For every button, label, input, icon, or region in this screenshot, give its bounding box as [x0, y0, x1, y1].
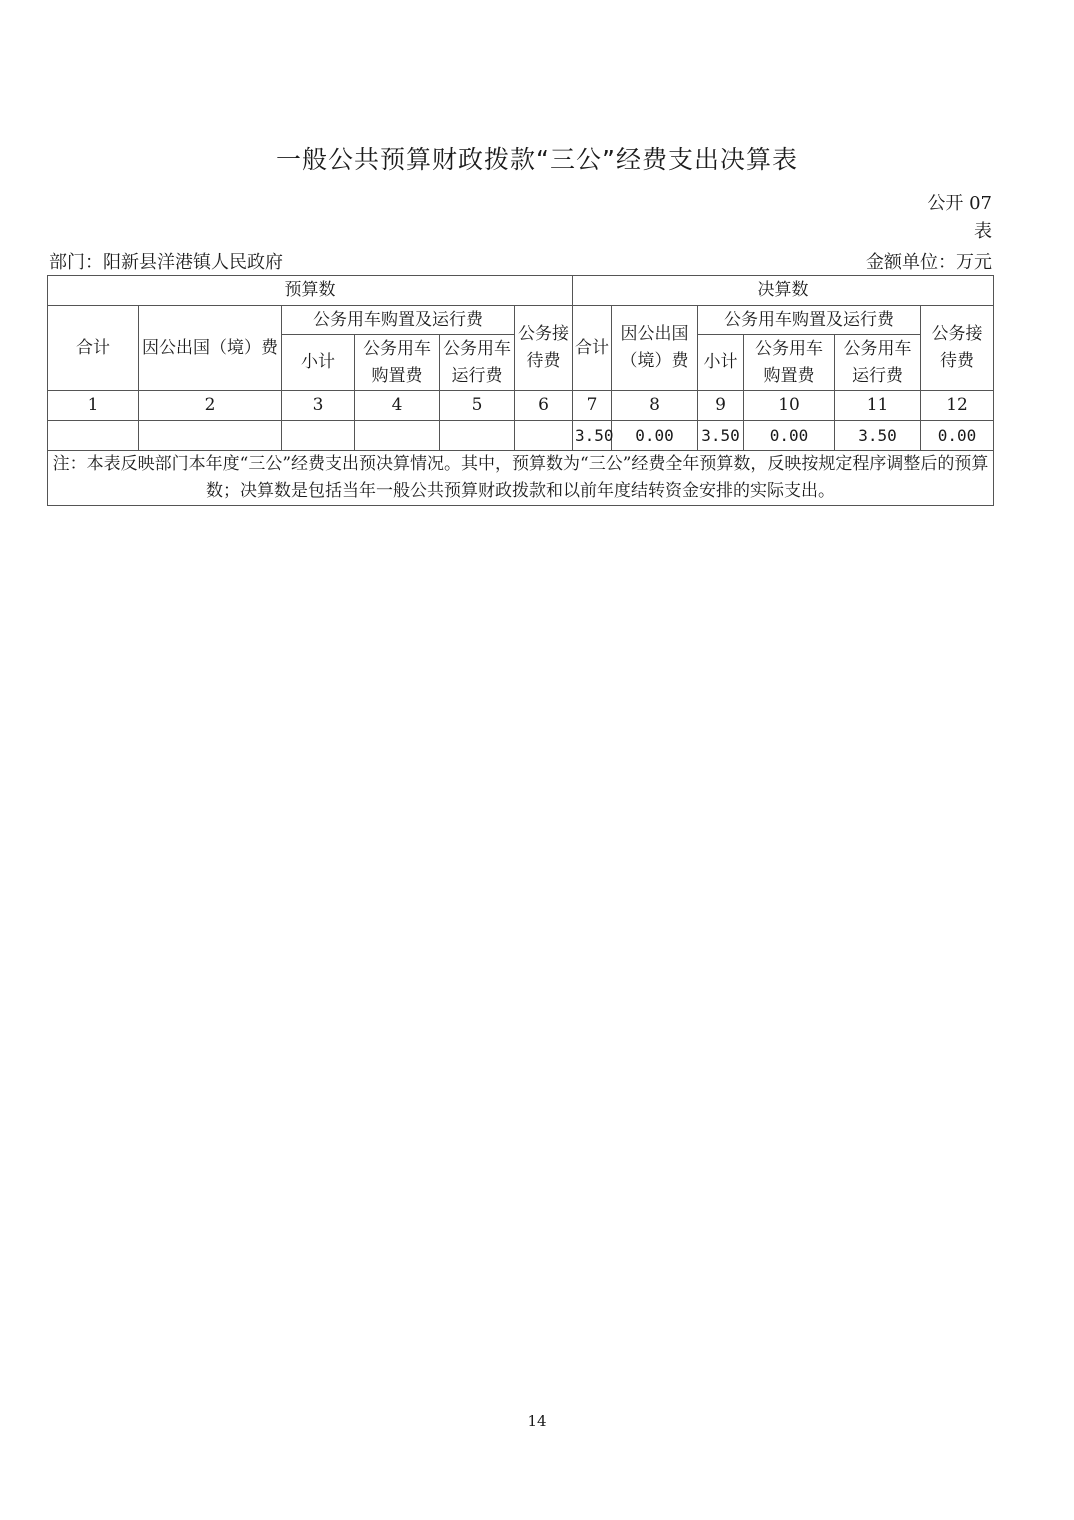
budget-vehicle-purchase-line-2: 购置费 [371, 365, 423, 386]
column-number-row [48, 391, 994, 421]
column-number: 2 [139, 391, 282, 421]
final-vehicle-running-line-1: 公务用车 [843, 338, 912, 359]
budget-vehicle-purchase-value [355, 421, 440, 451]
final-vehicle-running-line-2: 运行费 [852, 365, 904, 386]
final-abroad-line-2: （境）费 [620, 351, 689, 371]
final-group-header: 决算数 [573, 276, 994, 306]
final-reception-header [921, 306, 994, 391]
column-number: 1 [48, 391, 139, 421]
final-abroad-line-1: 因公出国 [620, 324, 689, 344]
final-reception-line-1: 公务接 [931, 324, 983, 344]
column-number: 11 [835, 391, 921, 421]
budget-vehicle-purchase-line-1: 公务用车 [363, 338, 431, 359]
final-subtotal-header: 小计 [698, 335, 744, 391]
form-number [927, 190, 992, 246]
budget-total-value [48, 421, 139, 451]
column-number: 9 [698, 391, 744, 421]
final-abroad-header [612, 306, 698, 391]
budget-vehicle-running-header [440, 335, 515, 391]
page-number: 14 [527, 1412, 547, 1430]
final-vehicle-running-header [835, 335, 921, 391]
budget-subtotal-value [282, 421, 355, 451]
department-label: 部门：阳新县洋港镇人民政府 [49, 252, 283, 273]
column-number: 3 [282, 391, 355, 421]
final-reception-value: 0.00 [921, 421, 994, 451]
final-vehicle-purchase-header [744, 335, 835, 391]
table-note: 注：本表反映部门本年度“三公”经费支出预决算情况。其中，预算数为“三公”经费全年预算数，反映按规定程序调整后的预算数；决算数是包括当年一般公共预算财政拨款和以前年度结转资金安排的实际支出。 [48, 451, 994, 506]
page-title: 一般公共预算财政拨款“三公”经费支出决算表 [276, 145, 798, 174]
final-subtotal-value: 3.50 [698, 421, 744, 451]
budget-reception-line-1: 公务接 [518, 324, 570, 344]
data-row [48, 421, 994, 451]
column-number: 6 [515, 391, 573, 421]
column-number: 4 [355, 391, 440, 421]
budget-subtotal-header: 小计 [282, 335, 355, 391]
budget-reception-header [515, 306, 573, 391]
budget-vehicle-running-value [440, 421, 515, 451]
final-reception-line-2: 待费 [940, 351, 975, 371]
budget-reception-line-2: 待费 [526, 351, 561, 371]
budget-total-header: 合计 [48, 306, 139, 391]
header-row-1 [48, 306, 994, 335]
budget-group-header: 预算数 [48, 276, 573, 306]
final-total-header: 合计 [573, 306, 612, 391]
final-total-value: 3.50 [573, 421, 612, 451]
budget-vehicle-running-line-2: 运行费 [451, 365, 503, 386]
budget-vehicle-running-line-1: 公务用车 [443, 338, 511, 359]
final-abroad-value: 0.00 [612, 421, 698, 451]
form-number-line-1: 公开 07 [927, 193, 992, 214]
budget-vehicle-purchase-header [355, 335, 440, 391]
unit-label: 金额单位：万元 [866, 252, 992, 273]
budget-abroad-header: 因公出国（境）费 [139, 306, 282, 391]
budget-abroad-value [139, 421, 282, 451]
column-number: 5 [440, 391, 515, 421]
final-vehicle-purchase-line-1: 公务用车 [755, 338, 824, 359]
three-public-expense-table [47, 275, 994, 506]
column-number: 10 [744, 391, 835, 421]
column-number: 12 [921, 391, 994, 421]
final-vehicle-purchase-value: 0.00 [744, 421, 835, 451]
column-number: 7 [573, 391, 612, 421]
column-number: 8 [612, 391, 698, 421]
note-row [48, 451, 994, 506]
final-vehicle-group-header: 公务用车购置及运行费 [698, 306, 921, 335]
form-number-line-2: 表 [974, 221, 992, 242]
final-vehicle-purchase-line-2: 购置费 [763, 365, 815, 386]
final-vehicle-running-value: 3.50 [835, 421, 921, 451]
budget-vehicle-group-header: 公务用车购置及运行费 [282, 306, 515, 335]
group-header-row [48, 276, 994, 306]
budget-reception-value [515, 421, 573, 451]
